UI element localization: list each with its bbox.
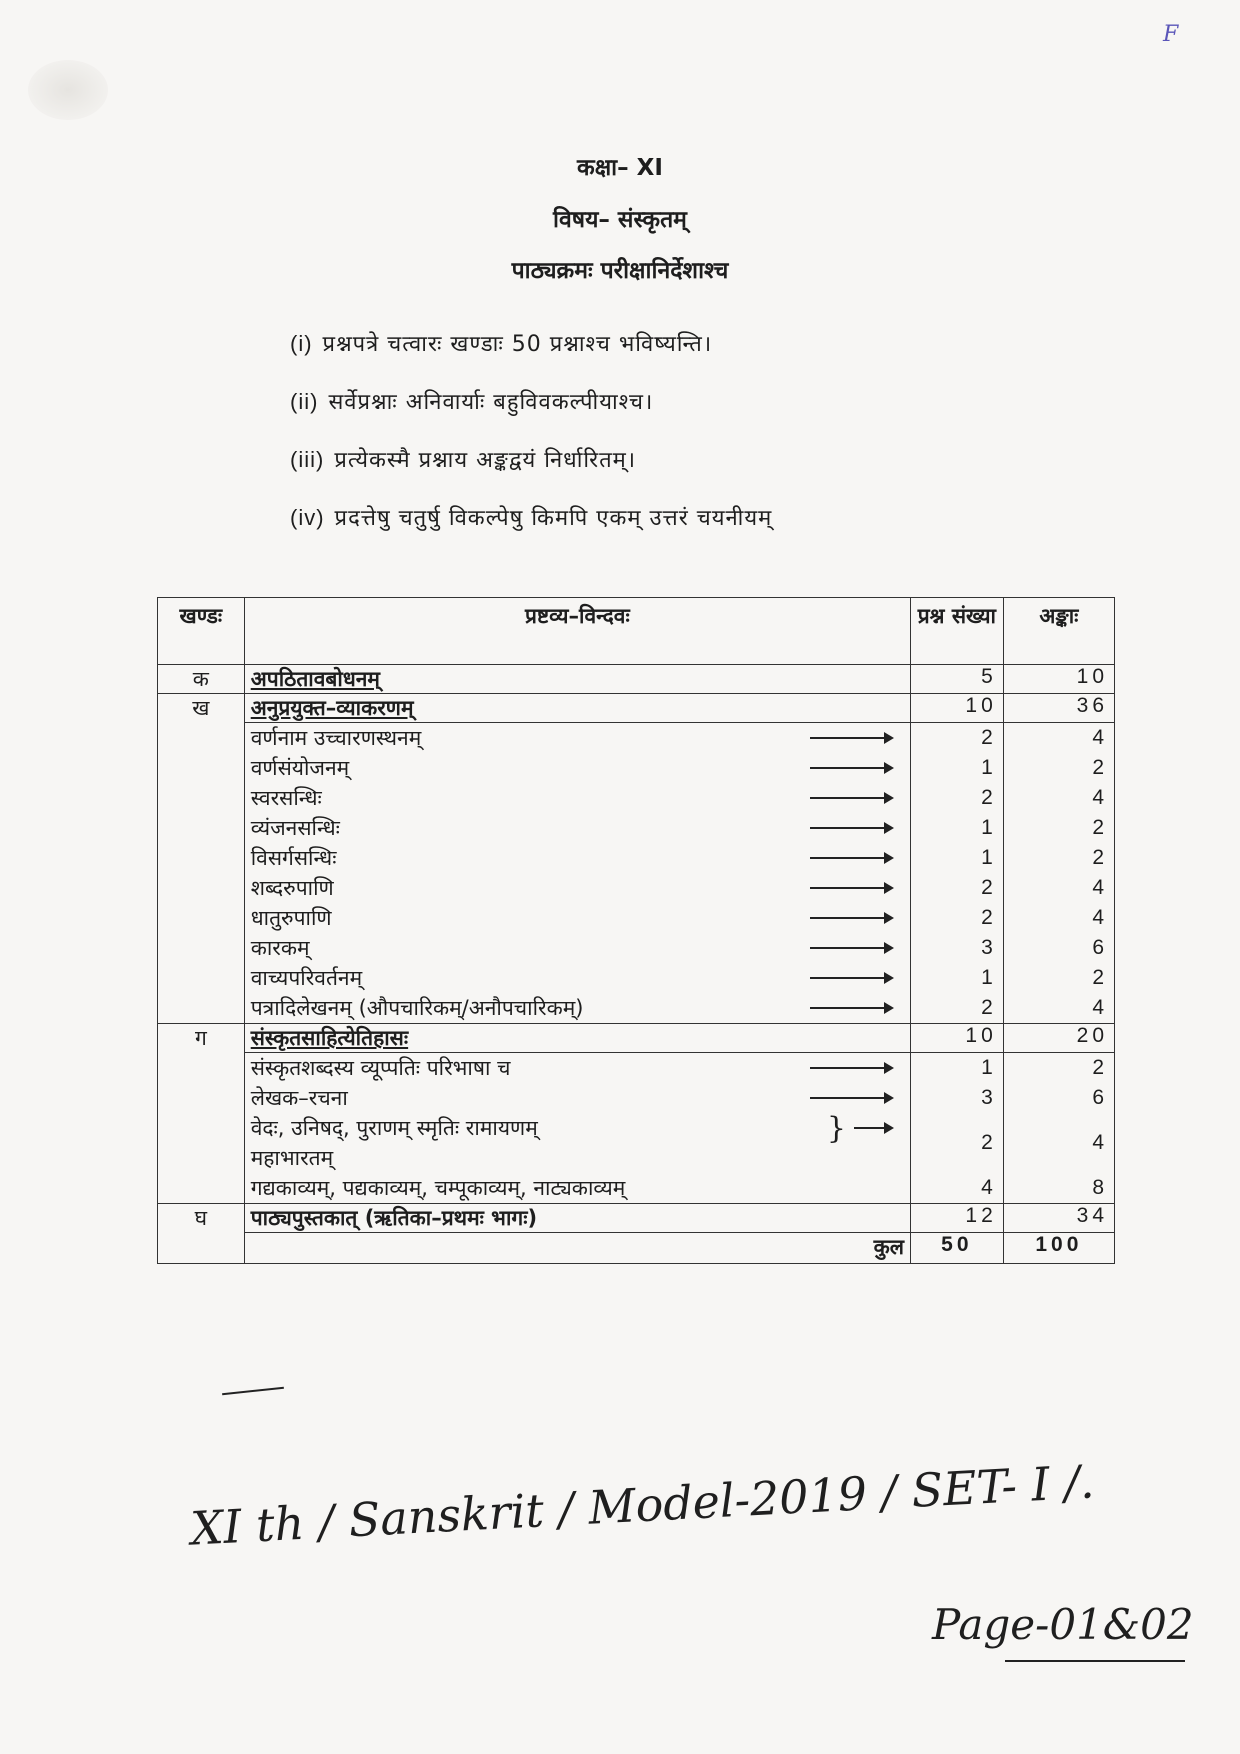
subtopic-m: 2 — [1092, 1056, 1108, 1079]
list-item — [251, 783, 904, 813]
instruction-item — [290, 502, 1090, 560]
instruction-number: (iv) — [290, 505, 325, 530]
section-marks: 10 — [1003, 665, 1114, 694]
subtopic-q: 1 — [981, 966, 997, 989]
syllabus-heading: पाठ्यक्रमः परीक्षानिर्देशाश्च — [511, 258, 729, 284]
list-item — [251, 873, 904, 903]
total-questions: 50 — [910, 1233, 1003, 1264]
section-title: पाठ्यपुस्तकात् (ऋतिका–प्रथमः भागः) — [250, 1206, 538, 1230]
list-item — [251, 843, 904, 873]
subtopic-m: 4 — [1092, 996, 1108, 1019]
section-marks: 34 — [1003, 1204, 1114, 1233]
syllabus-table — [157, 597, 1115, 1264]
subtopic-q: 2 — [981, 1131, 997, 1154]
table-row — [158, 1204, 1115, 1233]
instruction-text: सर्वेप्रश्नाः अनिवार्याः बहुविवकल्पीयाश्च। — [328, 390, 654, 415]
arrow-icon — [810, 1092, 894, 1104]
subtopic-m: 4 — [1092, 786, 1108, 809]
subtopic-m: 4 — [1092, 726, 1108, 749]
section-marks: 36 — [1003, 694, 1114, 723]
handwritten-page-note: Page-01&02 — [932, 1600, 1194, 1649]
subtopic-list — [244, 723, 910, 1024]
section-questions: 10 — [910, 694, 1003, 723]
subtopic-label: पत्रादिलेखनम् (औपचारिकम्/अनौपचारिकम्) — [250, 996, 584, 1020]
table-header-row — [158, 598, 1115, 665]
subtopic-label: विसर्गसन्धिः — [250, 846, 337, 870]
subtopic-label: स्वरसन्धिः — [250, 786, 322, 810]
subtopic-q: 2 — [981, 876, 997, 899]
arrow-icon — [810, 792, 894, 804]
section-title: अपठितावबोधनम् — [250, 667, 380, 691]
arrow-icon — [810, 1062, 894, 1074]
instruction-number: (i) — [290, 331, 313, 356]
subtopic-q: 2 — [981, 726, 997, 749]
subtopic-label: महाभारतम् — [250, 1146, 334, 1170]
table-row — [158, 694, 1115, 723]
subtopic-q: 3 — [981, 936, 997, 959]
list-item — [251, 933, 904, 963]
subtopic-questions — [910, 1053, 1003, 1204]
total-marks: 100 — [1003, 1233, 1114, 1264]
section-marks: 20 — [1003, 1024, 1114, 1053]
section-questions: 5 — [910, 665, 1003, 694]
subtopic-m: 2 — [1092, 756, 1108, 779]
subtopic-m: 4 — [1092, 1131, 1108, 1154]
instruction-item — [290, 328, 1090, 386]
subtopic-label: वर्णसंयोजनम् — [250, 756, 350, 780]
table-row — [158, 1024, 1115, 1053]
subtopic-marks — [1003, 1053, 1114, 1204]
table-row — [158, 1053, 1115, 1204]
list-item — [251, 723, 904, 753]
subtopic-m: 4 — [1092, 876, 1108, 899]
subtopic-q: 3 — [981, 1086, 997, 1109]
instruction-text: प्रत्येकस्मै प्रश्नाय अङ्कद्वयं निर्धारितम्। — [334, 448, 637, 473]
instructions-list — [290, 328, 1090, 560]
list-item — [251, 1083, 904, 1113]
subtopic-label: वाच्यपरिवर्तनम् — [250, 966, 363, 990]
table-row — [158, 723, 1115, 1024]
subtopic-questions — [910, 723, 1003, 1024]
subtopic-label: गद्यकाव्यम्, पद्यकाव्यम्, चम्पूकाव्यम्, नाट्यकाव्यम् — [250, 1176, 626, 1200]
instruction-number: (iii) — [290, 447, 325, 472]
list-item — [251, 753, 904, 783]
total-row — [158, 1233, 1115, 1264]
section-questions: 10 — [910, 1024, 1003, 1053]
subtopic-label: संस्कृतशब्दस्य व्यूप्पतिः परिभाषा च — [250, 1056, 511, 1080]
class-heading: कक्षा– XI — [577, 155, 663, 181]
subtopic-m: 2 — [1092, 846, 1108, 869]
table-row — [158, 665, 1115, 694]
subtopic-q: 1 — [981, 1056, 997, 1079]
subtopic-q: 4 — [981, 1176, 997, 1199]
section-label: घ — [158, 1204, 245, 1264]
handwritten-reference: XI th / Sanskrit / Model-2019 / SET- I /. — [189, 1454, 1096, 1556]
subject-heading: विषय– संस्कृतम् — [553, 207, 687, 233]
subtopic-q: 2 — [981, 786, 997, 809]
header-topic: प्रष्टव्य–विन्दवः — [244, 598, 910, 665]
header-marks: अङ्काः — [1003, 598, 1114, 665]
subtopic-q: 2 — [981, 996, 997, 1019]
subtopic-m: 2 — [1092, 816, 1108, 839]
section-label: ख — [158, 694, 245, 1024]
list-item — [251, 1173, 904, 1203]
arrow-icon — [854, 1122, 894, 1134]
subtopic-marks — [1003, 723, 1114, 1024]
subtopic-label: वर्णनाम उच्चारणस्थनम् — [250, 726, 422, 750]
list-item — [251, 963, 904, 993]
section-questions: 12 — [910, 1204, 1003, 1233]
total-label: कुल — [244, 1233, 910, 1264]
pen-underline — [1005, 1660, 1185, 1662]
subtopic-q: 1 — [981, 756, 997, 779]
subtopic-label: व्यंजनसन्धिः — [250, 816, 340, 840]
arrow-icon — [810, 822, 894, 834]
arrow-icon — [810, 762, 894, 774]
list-item — [251, 903, 904, 933]
corner-mark: F — [1163, 22, 1179, 47]
arrow-icon — [810, 1002, 894, 1014]
subtopic-m: 4 — [1092, 906, 1108, 929]
list-item — [251, 1053, 904, 1083]
subtopic-label: लेखक–रचना — [250, 1086, 348, 1110]
section-label: ग — [158, 1024, 245, 1204]
subtopic-m: 6 — [1092, 1086, 1108, 1109]
instruction-text: प्रश्नपत्रे चत्वारः खण्डाः 50 प्रश्नाश्च भविष्यन्ति। — [322, 332, 713, 357]
arrow-icon — [810, 912, 894, 924]
subtopic-q: 1 — [981, 846, 997, 869]
list-item — [251, 813, 904, 843]
subtopic-label: शब्दरुपाणि — [250, 876, 334, 900]
paper-smudge — [28, 60, 108, 120]
section-title: संस्कृतसाहित्येतिहासः — [250, 1026, 409, 1050]
pen-stroke — [222, 1387, 284, 1395]
header-section: खण्डः — [158, 598, 245, 665]
subtopic-list — [244, 1053, 910, 1204]
arrow-icon — [810, 882, 894, 894]
list-item — [251, 993, 904, 1023]
section-label: क — [158, 665, 245, 694]
subtopic-label: धातुरुपाणि — [250, 906, 332, 930]
list-item — [251, 1143, 904, 1173]
subtopic-q: 1 — [981, 816, 997, 839]
instruction-item — [290, 444, 1090, 502]
arrow-icon — [810, 732, 894, 744]
instruction-item — [290, 386, 1090, 444]
arrow-icon — [810, 942, 894, 954]
subtopic-m: 6 — [1092, 936, 1108, 959]
section-title: अनुप्रयुक्त–व्याकरणम् — [250, 696, 414, 720]
arrow-icon — [810, 852, 894, 864]
subtopic-m: 8 — [1092, 1176, 1108, 1199]
subtopic-q: 2 — [981, 906, 997, 929]
subtopic-m: 2 — [1092, 966, 1108, 989]
instruction-number: (ii) — [290, 389, 319, 414]
subtopic-label: कारकम् — [250, 936, 310, 960]
instruction-text: प्रदत्तेषु चतुर्षु विकल्पेषु किमपि एकम् उत्तरं चयनीयम् — [334, 506, 773, 531]
subtopic-label: वेदः, उनिषद्, पुराणम् स्मृतिः रामायणम् — [250, 1116, 538, 1140]
brace-icon: } — [826, 1110, 846, 1146]
arrow-icon — [810, 972, 894, 984]
header-questions: प्रश्न संख्या — [910, 598, 1003, 665]
list-item — [250, 1110, 904, 1146]
